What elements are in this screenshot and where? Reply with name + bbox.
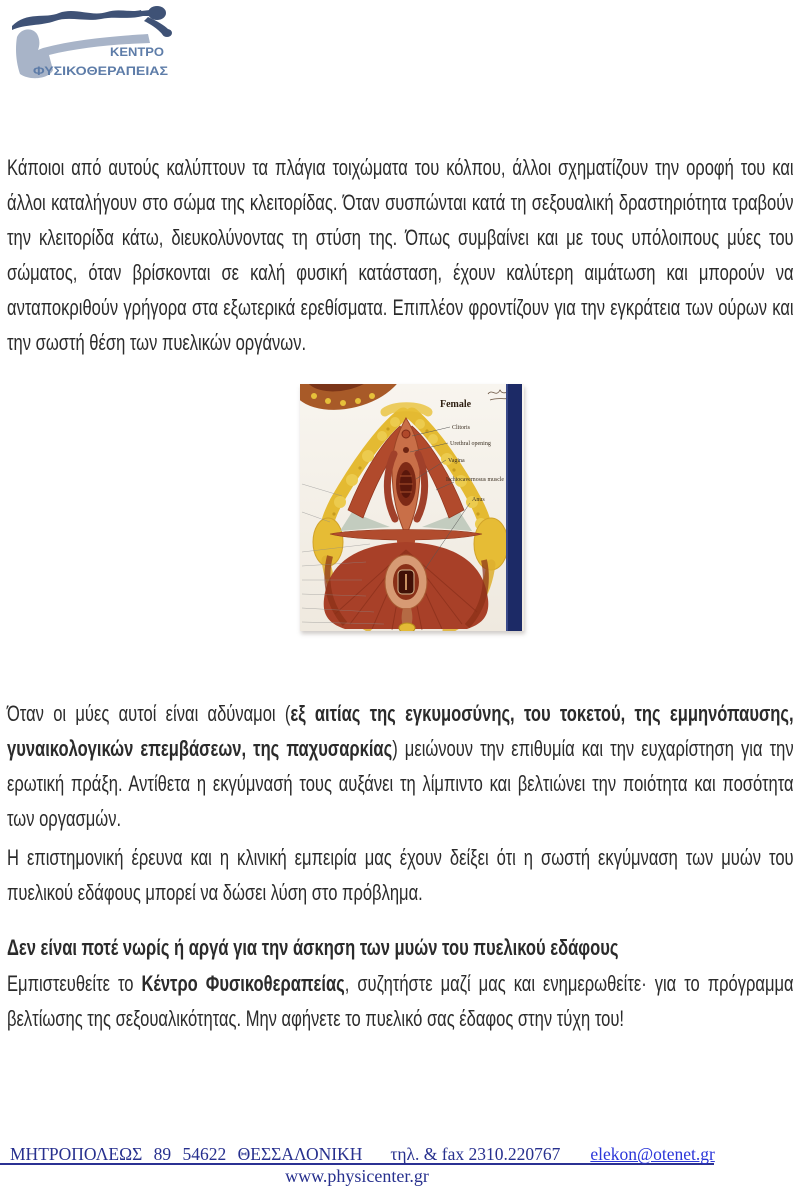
- label-clitoris: Clitoris: [452, 425, 471, 431]
- female-pelvic-floor-illustration: [300, 384, 524, 631]
- footer-contact-line: [10, 1144, 714, 1165]
- physiotherapy-center-logo: [7, 3, 177, 88]
- page-edge-strip: [508, 384, 522, 631]
- p2-bold-causes: εξ αιτίας της εγκυμοσύνης, του τοκετού, της εμμηνόπαυσης, γυναικολογικών επεμβάσεων, της παχυσαρκίας: [7, 701, 794, 761]
- p4-start: Εμπιστευθείτε το: [7, 971, 142, 996]
- anatomy-graphic: [300, 384, 524, 631]
- section-heading: Δεν είναι ποτέ νωρίς ή αργά για την άσκηση των μυών του πυελικού εδάφους: [7, 935, 619, 960]
- footer-email-link[interactable]: elekon@otenet.gr: [590, 1144, 715, 1164]
- footer-phone: τηλ. & fax 2310.220767: [390, 1144, 561, 1164]
- footer-website: www.physicenter.gr: [285, 1166, 429, 1186]
- logo-graphic: [7, 3, 177, 83]
- swimmer-icon: [12, 6, 172, 37]
- paragraph-muscle-function: Κάποιοι από αυτούς καλύπτουν τα πλάγια τοιχώματα του κόλπου, άλλοι σχηματίζουν την οροφή του και άλλοι καταλήγουν στο σώμα της κλειτορίδας. Όταν συσπώνται κατά τη σεξουαλική δραστηριότητα τραβούν την κλειτορίδα κάτω, διευκολύνοντας τη στύση της. Όπως συμβαίνει και με τους υπόλοιπους μύες του σώματος, όταν βρίσκονται σε καλή φυσική κατάσταση, έχουν καλύτερη αιμάτωση και μπορούν να ανταποκριθούν γρήγορα στα εξωτερικά ερεθίσματα. Επιπλέον φροντίζουν για την εγκράτεια των ούρων και την σωστή θέση των πυελικών οργάνων.: [7, 155, 794, 355]
- footer-address: ΜΗΤΡΟΠΟΛΕΩΣ 89 54622 ΘΕΣΣΑΛΟΝΙΚΗ: [10, 1144, 363, 1164]
- p4-end: , συζητήστε μαζί μας και ενημερωθείτε· για το πρόγραμμα βελτίωσης της σεξουαλικότητας. Μην αφήνετε το πυελικό σας έδαφος στην τύχη του!: [7, 971, 794, 1031]
- paragraph-call-to-action: [7, 966, 794, 1036]
- paragraph-research: Η επιστημονική έρευνα και η κλινική εμπειρία μας έχουν δείξει ότι η σωστή εκγύμναση των μυών του πυελικού εδάφους μπορεί να δώσει λύση στο πρόβλημα.: [7, 845, 794, 905]
- logo-text-line2: ΦΥΣΙΚΟΘΕΡΑΠΕΙΑΣ: [33, 64, 168, 78]
- p2-end: ) μειώνουν την επιθυμία και την ευχαρίστηση για την ερωτική πράξη. Αντίθετα η εκγύμνασή τους αυξάνει τη λίμπιντο και βελτιώνει την ποιότητα και ποσότητα των οργασμών.: [7, 736, 794, 831]
- page-edge-light: [506, 384, 508, 631]
- label-ischiocavernosus: Ischiocavernosus muscle: [446, 477, 505, 483]
- logo-text-line1: ΚΕΝΤΡΟ: [110, 45, 164, 59]
- figure-title: Female: [440, 399, 472, 410]
- label-anus: Anus: [472, 497, 485, 503]
- p2-start: Όταν οι μύες αυτοί είναι αδύναμοι (: [7, 701, 291, 726]
- p4-bold-center-name: Κέντρο Φυσικοθεραπείας: [141, 971, 345, 996]
- paragraph-weak-muscles: [7, 696, 794, 836]
- label-vagina: Vagina: [448, 458, 465, 464]
- label-urethral-opening: Urethral opening: [450, 441, 491, 447]
